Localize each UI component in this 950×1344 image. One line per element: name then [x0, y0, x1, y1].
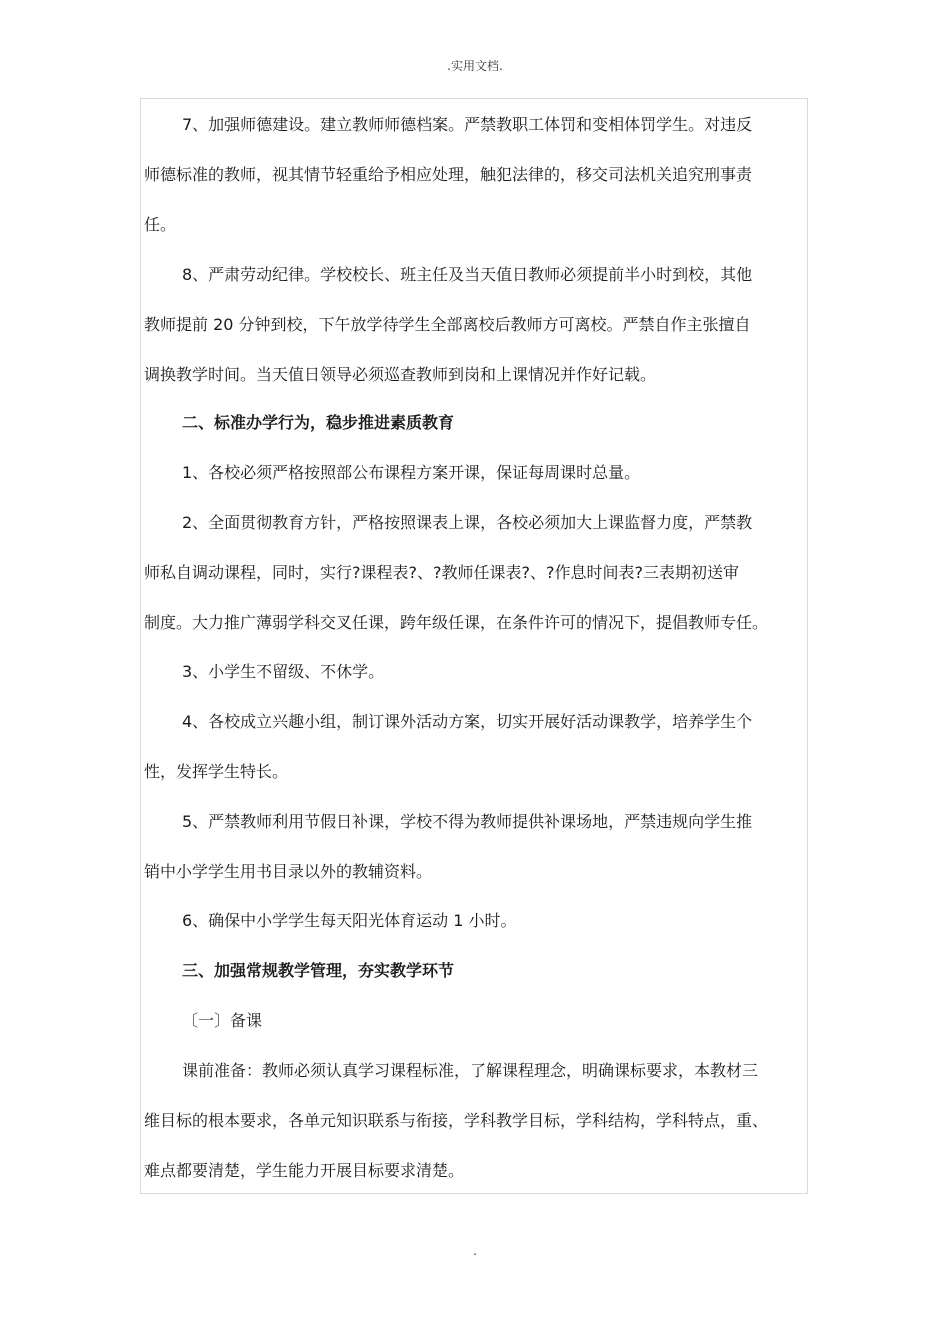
text-line: 师私自调动课程，同时，实行?课程表?、?教师任课表?、?作息时间表?三表期初送审: [144, 563, 739, 582]
paragraph-item-1: [144, 448, 824, 498]
text-line: 维目标的根本要求，各单元知识联系与衔接，学科教学目标，学科结构，学科特点，重、: [144, 1111, 769, 1130]
heading-text: 三、加强常规教学管理，夯实教学环节: [182, 961, 455, 980]
text-line: 制度。大力推广薄弱学科交叉任课，跨年级任课，在条件许可的情况下，提倡教师专任。: [144, 613, 769, 632]
text-line: 1、各校必须严格按照部公布课程方案开课，保证每周课时总量。: [182, 463, 641, 482]
text-line: 8、严肃劳动纪律。学校校长、班主任及当天值日教师必须提前半小时到校，其他: [182, 265, 753, 284]
text-line: 6、确保中小学学生每天阳光体育运动 1 小时。: [182, 911, 517, 930]
paragraph-item-7: [144, 100, 824, 250]
paragraph-item-4: [144, 697, 824, 797]
text-line: 性，发挥学生特长。: [144, 762, 289, 781]
subheading-text: 〔一〕备课: [182, 1011, 263, 1030]
paragraph-item-3: [144, 647, 824, 697]
page-header: .实用文档.: [447, 59, 503, 73]
text-line: 3、小学生不留级、不休学。: [182, 662, 385, 681]
subsection-heading: [144, 996, 824, 1046]
section-heading-2: [144, 398, 824, 448]
text-line: 7、加强师德建设。建立教师师德档案。严禁教职工体罚和变相体罚学生。对违反: [182, 115, 753, 134]
text-line: 调换教学时间。当天值日领导必须巡查教师到岗和上课情况并作好记载。: [144, 365, 657, 384]
section-heading-3: [144, 946, 824, 996]
text-line: 任。: [144, 215, 177, 234]
heading-text: 二、标准办学行为，稳步推进素质教育: [182, 413, 455, 432]
paragraph-lesson-prep: [144, 1046, 824, 1196]
page-footer: .: [473, 1244, 477, 1258]
text-line: 4、各校成立兴趣小组，制订课外活动方案，切实开展好活动课教学，培养学生个: [182, 712, 753, 731]
text-line: 5、严禁教师利用节假日补课，学校不得为教师提供补课场地，严禁违规向学生推: [182, 812, 753, 831]
paragraph-item-6: [144, 896, 824, 946]
text-line: 2、全面贯彻教育方针，严格按照课表上课，各校必须加大上课监督力度，严禁教: [182, 513, 753, 532]
paragraph-item-8: [144, 250, 824, 400]
paragraph-item-5: [144, 797, 824, 897]
text-line: 难点都要清楚，学生能力开展目标要求清楚。: [144, 1161, 465, 1180]
text-line: 销中小学学生用书目录以外的教辅资料。: [144, 862, 433, 881]
paragraph-item-2: [144, 498, 824, 648]
text-line: 教师提前 20 分钟到校，下午放学待学生全部离校后教师方可离校。严禁自作主张擅自: [144, 315, 751, 334]
text-line: 课前准备：教师必须认真学习课程标准，了解课程理念，明确课标要求，本教材三: [182, 1061, 759, 1080]
text-line: 师德标准的教师，视其情节轻重给予相应处理，触犯法律的，移交司法机关追究刑事责: [144, 165, 753, 184]
